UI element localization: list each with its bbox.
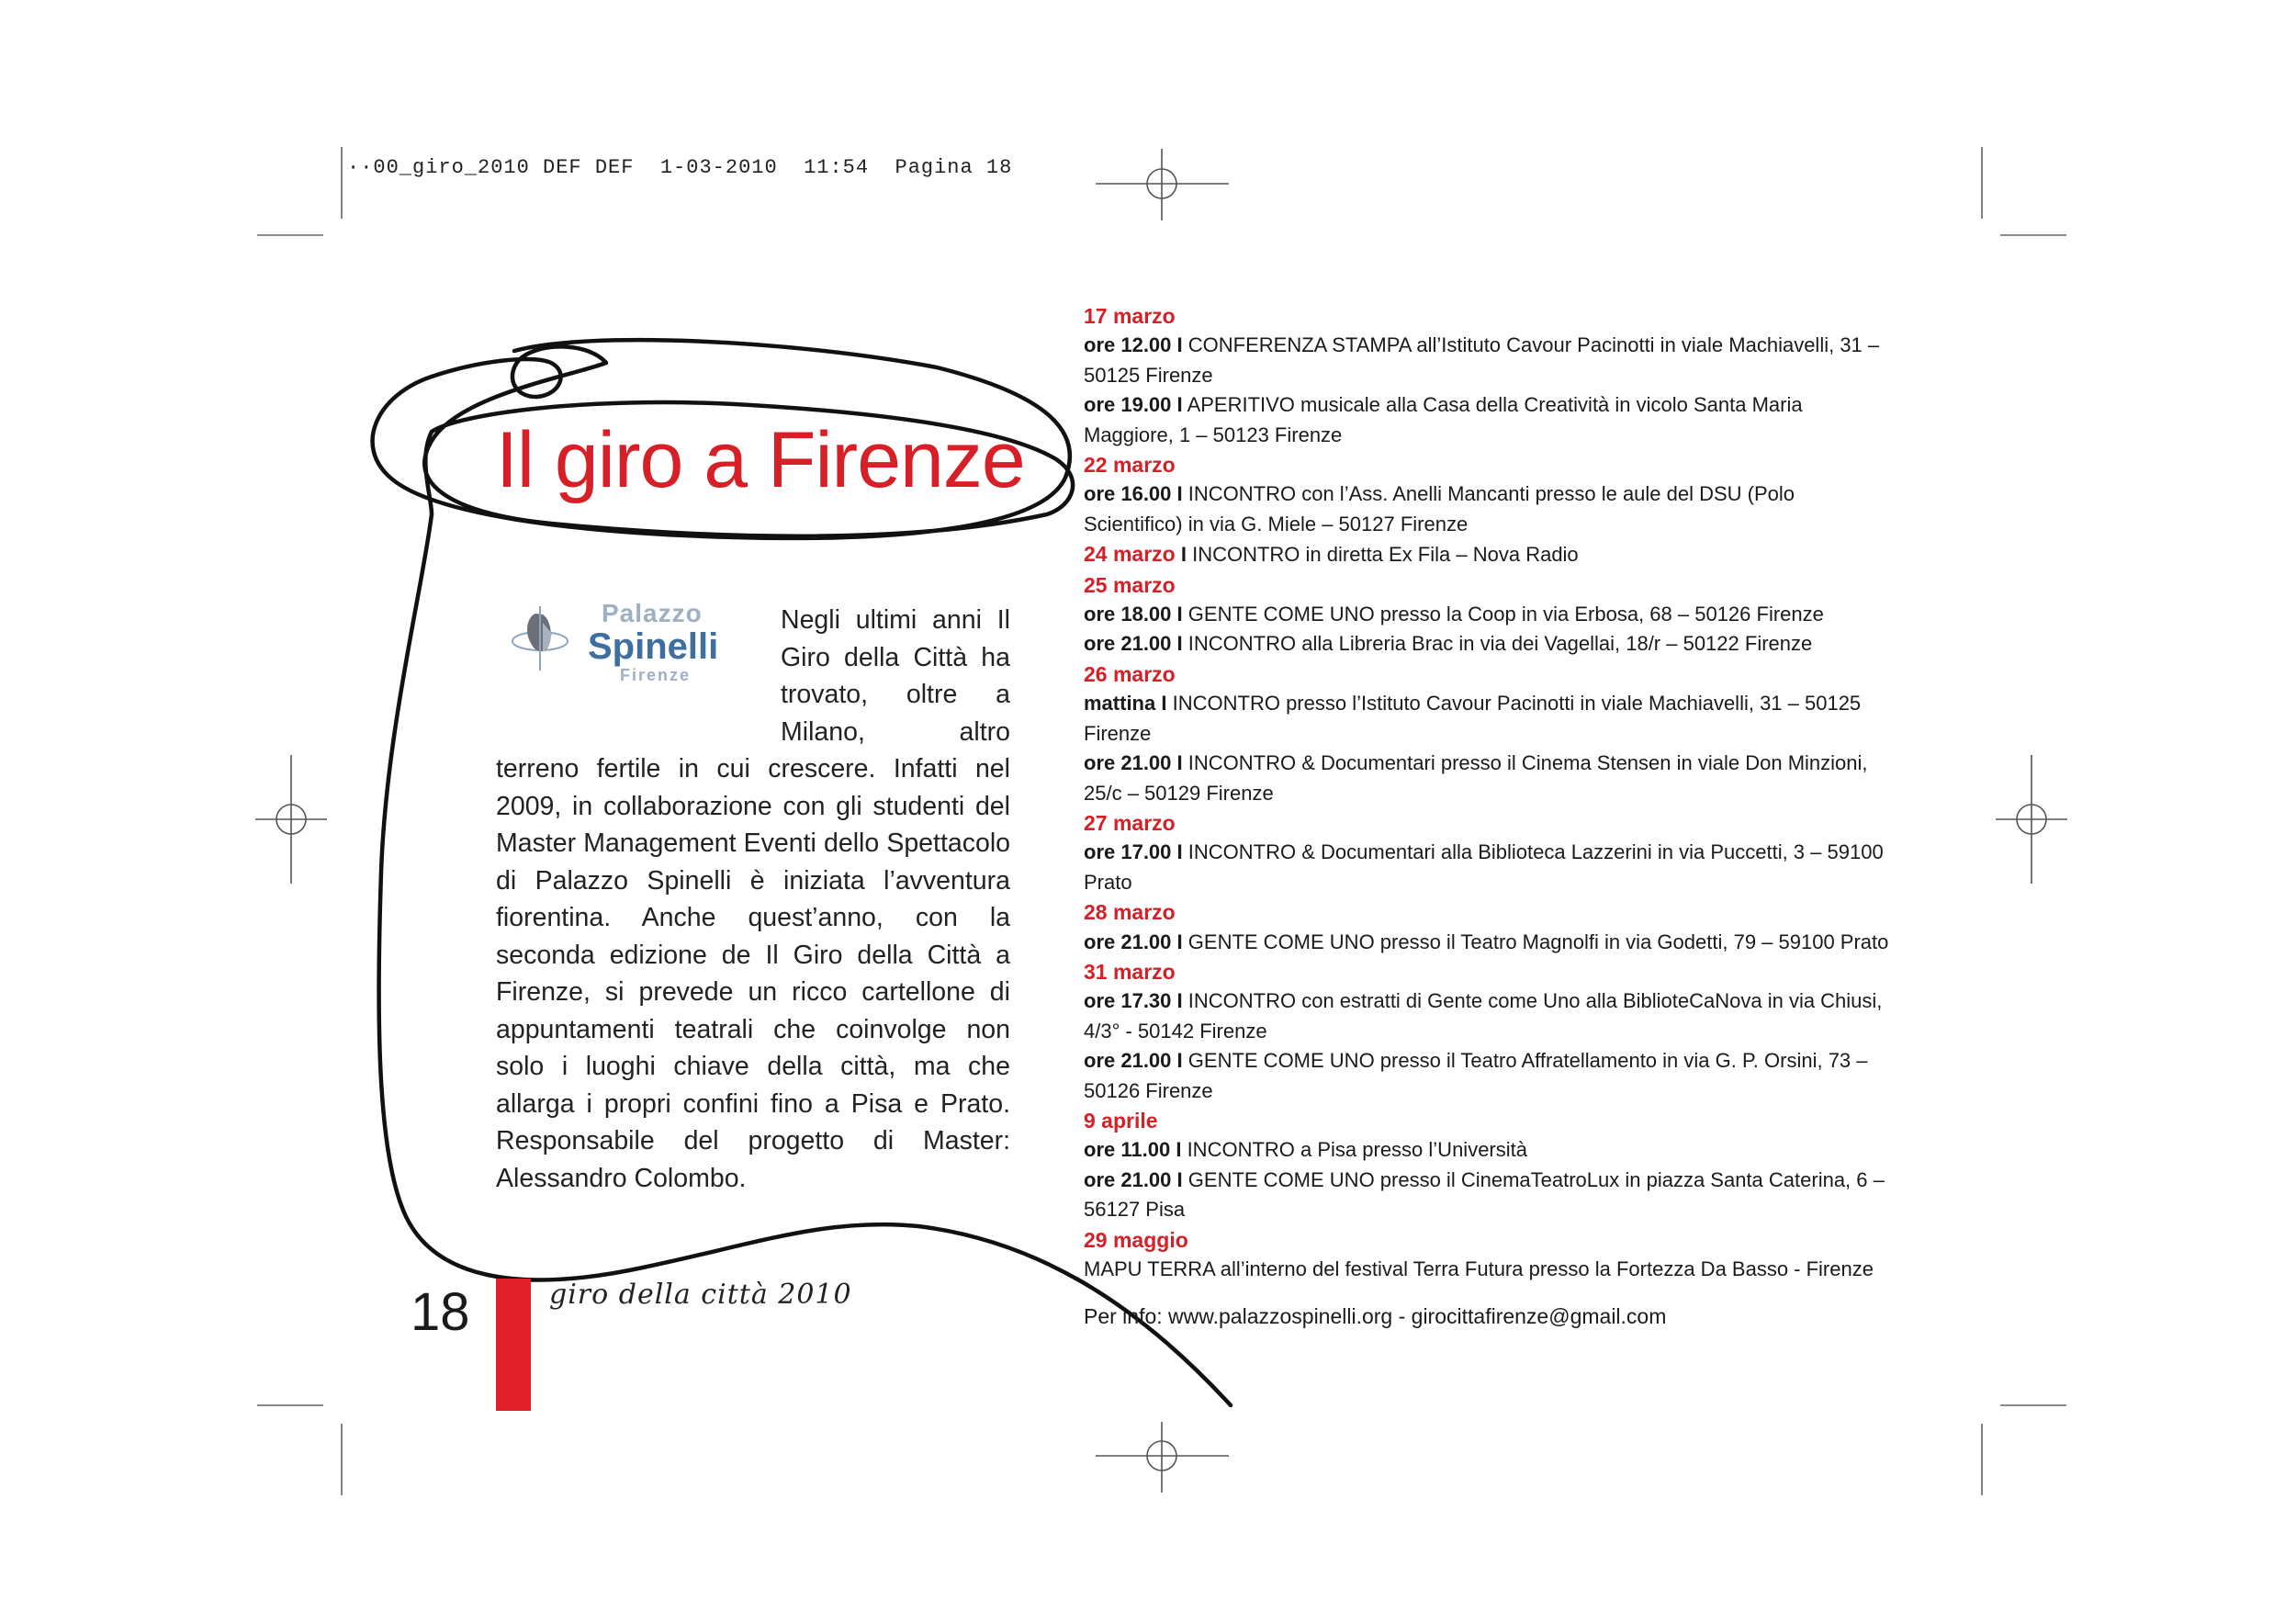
schedule-event: 24 marzo I INCONTRO in diretta Ex Fila – Nova Radio xyxy=(1084,542,1579,567)
schedule-event: ore 21.00 I GENTE COME UNO presso il CinemaTeatroLux in piazza Santa Caterina, 6 – 56127 Pisa xyxy=(1084,1167,1885,1222)
registration-mark-right xyxy=(1996,755,2067,884)
schedule-day: 29 maggio xyxy=(1084,1227,1188,1252)
schedule-day: 31 marzo xyxy=(1084,959,1176,984)
registration-mark-top xyxy=(1096,149,1229,220)
contact-info: Per info: www.palazzospinelli.org - girocittafirenze@gmail.com xyxy=(1084,1304,1667,1328)
schedule-event: MAPU TERRA all’interno del festival Terra Futura presso la Fortezza Da Basso - Firenze xyxy=(1084,1257,1874,1280)
schedule-event: ore 17.30 I INCONTRO con estratti di Gente come Uno alla BiblioteCaNova in via Chiusi, 4/3° - 50142 Firenze xyxy=(1084,989,1883,1043)
schedule-event: ore 18.00 I GENTE COME UNO presso la Coop in via Erbosa, 68 – 50126 Firenze xyxy=(1084,603,1824,626)
schedule-event: ore 16.00 I INCONTRO con l’Ass. Anelli Mancanti presso le aule del DSU (Polo Scientifico) in via G. Miele – 50127 Firenze xyxy=(1084,482,1795,535)
schedule-day: 27 marzo xyxy=(1084,810,1176,835)
schedule-day: 17 marzo xyxy=(1084,304,1176,328)
schedule-event: ore 17.00 I INCONTRO & Documentari alla Biblioteca Lazzerini in via Puccetti, 3 – 59100 Prato xyxy=(1084,840,1884,894)
logo-text-firenze: Firenze xyxy=(620,666,692,684)
red-accent-bar xyxy=(496,1279,531,1411)
schedule-day: 28 marzo xyxy=(1084,900,1176,925)
registration-mark-bottom xyxy=(1096,1422,1229,1493)
schedule-day: 9 aprile xyxy=(1084,1108,1158,1133)
schedule-event: ore 21.00 I GENTE COME UNO presso il Teatro Affratellamento in via G. P. Orsini, 73 – 50126 Firenze xyxy=(1084,1049,1868,1102)
event-schedule xyxy=(1084,301,1892,1284)
intro-paragraph xyxy=(496,602,1010,1197)
intro-text: Negli ultimi anni Il Giro della Città ha trovato, oltre a Milano, altro terreno fertile in cui crescere. Infatti nel 2009, in collaborazione con gli studenti del Master Management Eventi dello Spettacolo di Palazzo Spinelli è iniziata l’avventura fiorentina. Anche quest’anno, con la seconda edizione de Il Giro della Città a Firenze, si prevede un ricco cartellone di appuntamenti teatrali che coinvolge non solo i luoghi chiave della città, ma che allarga i propri confini fino a Pisa e Prato. Responsabile del progetto di Master: Alessandro Colombo. xyxy=(496,605,1010,1193)
schedule-event: ore 19.00 I APERITIVO musicale alla Casa della Creatività in vicolo Santa Maria Maggiore, 1 – 50123 Firenze xyxy=(1084,393,1803,446)
schedule-event: ore 21.00 I INCONTRO alla Libreria Brac in via dei Vagellai, 18/r – 50122 Firenze xyxy=(1084,632,1813,656)
schedule-event: mattina I INCONTRO presso l’Istituto Cavour Pacinotti in viale Machiavelli, 31 – 50125 Firenze xyxy=(1084,692,1862,745)
footer-running-title: giro della città 2010 xyxy=(549,1279,852,1311)
schedule-event: ore 21.00 I GENTE COME UNO presso il Teatro Magnolfi in via Godetti, 79 – 59100 Prato xyxy=(1084,930,1889,953)
logo-text-spinelli: Spinelli xyxy=(588,626,719,667)
registration-mark-left xyxy=(255,755,327,884)
schedule-day: 22 marzo xyxy=(1084,453,1176,478)
schedule-day: 25 marzo xyxy=(1084,572,1176,597)
schedule-event: ore 12.00 I CONFERENZA STAMPA all’Istituto Cavour Pacinotti in viale Machiavelli, 31 – 50125 Firenze xyxy=(1084,333,1880,387)
schedule-day: 26 marzo xyxy=(1084,661,1176,686)
schedule-event: ore 21.00 I INCONTRO & Documentari presso il Cinema Stensen in viale Don Minzioni, 25/c – 50129 Firenze xyxy=(1084,751,1868,805)
page-number: 18 xyxy=(411,1282,470,1342)
print-slug-line: ··00_giro_2010 DEF DEF 1-03-2010 11:54 Pagina 18 xyxy=(347,156,1013,179)
logo-text-palazzo: Palazzo xyxy=(602,599,703,627)
page-title: Il giro a Firenze xyxy=(496,416,1025,504)
schedule-event: ore 11.00 I INCONTRO a Pisa presso l’Università xyxy=(1084,1138,1527,1162)
